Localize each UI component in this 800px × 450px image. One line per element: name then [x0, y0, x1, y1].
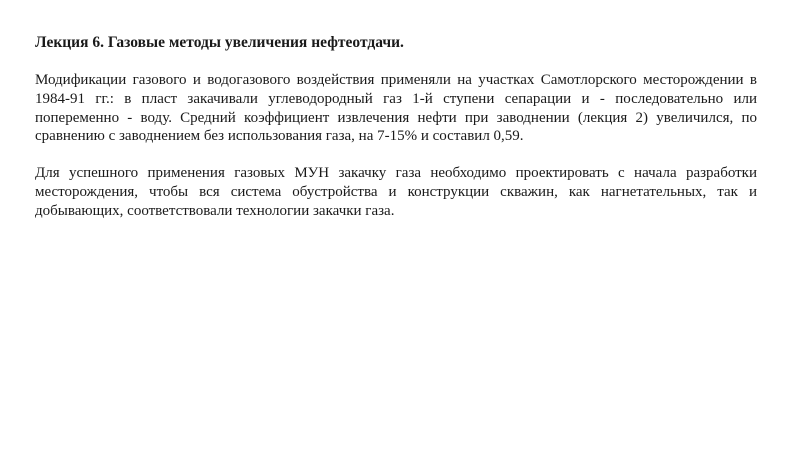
paragraph-gas-injection-samotlor: Модификации газового и водогазового воздействия применяли на участках Самотлорского месторождении в 1984-91 гг.: в пласт закачивали углеводородный газ 1-й ступени сепарации и - последовательно или попеременно - воду. Средний коэффициент извлечения нефти при заводнении (лекция 2) увеличился, по сравнению с заводнением без использования газа, на 7-15% и составил 0,59.	[35, 72, 757, 145]
slide-content	[35, 33, 757, 221]
page-title: Лекция 6. Газовые методы увеличения нефтеотдачи.	[35, 34, 404, 51]
paragraph-gas-eor-design: Для успешного применения газовых МУН закачку газа необходимо проектировать с начала разработки месторождения, чтобы вся система обустройства и конструкции скважин, как нагнетательных, так и добывающих, соответствовали технологии закачки газа.	[35, 165, 757, 219]
